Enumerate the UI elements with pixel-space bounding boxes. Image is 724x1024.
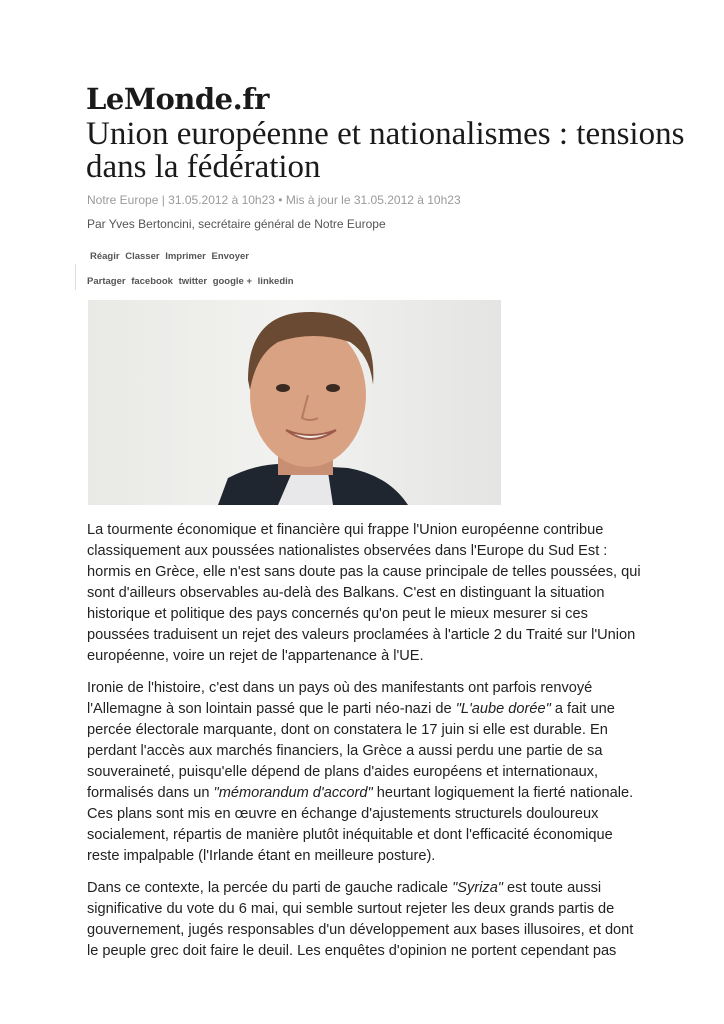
- text-segment: est toute aussi significative du vote du 6 mai, qui semble surtout rejeter les deux grands partis de gouvernement, jugés responsables d'un développement aux bases illusoires, et dont le peuple grec doit faire le deuil. Les enquêtes d'opinion ne portent cependant pas: [87, 880, 634, 959]
- quoted-term: "Syriza": [452, 880, 503, 896]
- text-segment: a fait une percée électorale marquante, dont on constatera le 17 juin si elle est durable. En perdant l'accès aux marchés financiers, la Grèce a aussi perdu une partie de sa souveraineté, puisqu'elle dépend de plans d'aides européens et internationaux, formalisés dans un: [87, 701, 615, 801]
- article-meta: [87, 193, 461, 207]
- share-bar: [87, 276, 297, 287]
- paragraph: [87, 878, 647, 962]
- separator: |: [158, 193, 169, 207]
- article-title: Union européenne et nationalismes : tensions dans la fédération: [86, 116, 685, 185]
- twitter-link[interactable]: twitter: [178, 276, 208, 287]
- bullet: •: [274, 193, 286, 207]
- linkedin-link[interactable]: linkedin: [257, 276, 294, 287]
- divider: [75, 264, 76, 290]
- text-segment: Dans ce contexte, la percée du parti de gauche radicale: [87, 880, 453, 896]
- react-link[interactable]: Réagir: [90, 251, 120, 262]
- send-link[interactable]: Envoyer: [211, 251, 249, 262]
- text-segment: Ironie de l'histoire, c'est dans un pays où des manifestants ont parfois renvoyé l'Allemagne à son lointain passé que le parti néo-nazi de: [87, 680, 593, 717]
- quoted-term: "L'aube dorée": [455, 701, 551, 717]
- google-plus-link[interactable]: google +: [212, 276, 253, 287]
- portrait-photo-icon: [88, 300, 501, 505]
- quoted-term: "mémorandum d'accord": [213, 785, 373, 801]
- article-body: [87, 520, 647, 973]
- share-label: Partager: [87, 276, 126, 287]
- paragraph: [87, 520, 647, 667]
- print-link[interactable]: Imprimer: [165, 251, 206, 262]
- text-segment: heurtant logiquement la fierté nationale. Ces plans sont mis en œuvre en échange d'ajustements structurels douloureux socialement, répartis de manière plutôt inéquitable et dont l'efficacité économique reste impalpable (l'Irlande étant en meilleure posture).: [87, 785, 634, 864]
- save-link[interactable]: Classer: [125, 251, 160, 262]
- text-segment: La tourmente économique et financière qui frappe l'Union européenne contribue classiquement aux poussées nationalistes observées dans l'Europe du Sud Est : hormis en Grèce, elle n'est sans doute pas la cause principale de telles poussées, qui sont d'ailleurs observables au-delà des Balkans. C'est en distinguant la situation historique et politique des pays concernés qu'on peut le mieux mesurer si ces poussées traduisent un rejet des valeurs proclamées à l'article 2 du Traité sur l'Union européenne, voire un rejet de l'appartenance à l'UE.: [87, 522, 641, 664]
- author-photo: [88, 300, 501, 505]
- facebook-link[interactable]: facebook: [131, 276, 173, 287]
- updated-date: 31.05.2012 à 10h23: [353, 193, 461, 207]
- byline: Par Yves Bertoncini, secrétaire général de Notre Europe: [87, 217, 386, 231]
- source: Notre Europe: [87, 193, 159, 207]
- updated-label: Mis à jour le: [285, 193, 351, 207]
- site-logo[interactable]: LeMonde.fr: [86, 82, 269, 116]
- paragraph: [87, 678, 647, 867]
- article-actions: [90, 251, 252, 262]
- publish-date: 31.05.2012 à 10h23: [168, 193, 275, 207]
